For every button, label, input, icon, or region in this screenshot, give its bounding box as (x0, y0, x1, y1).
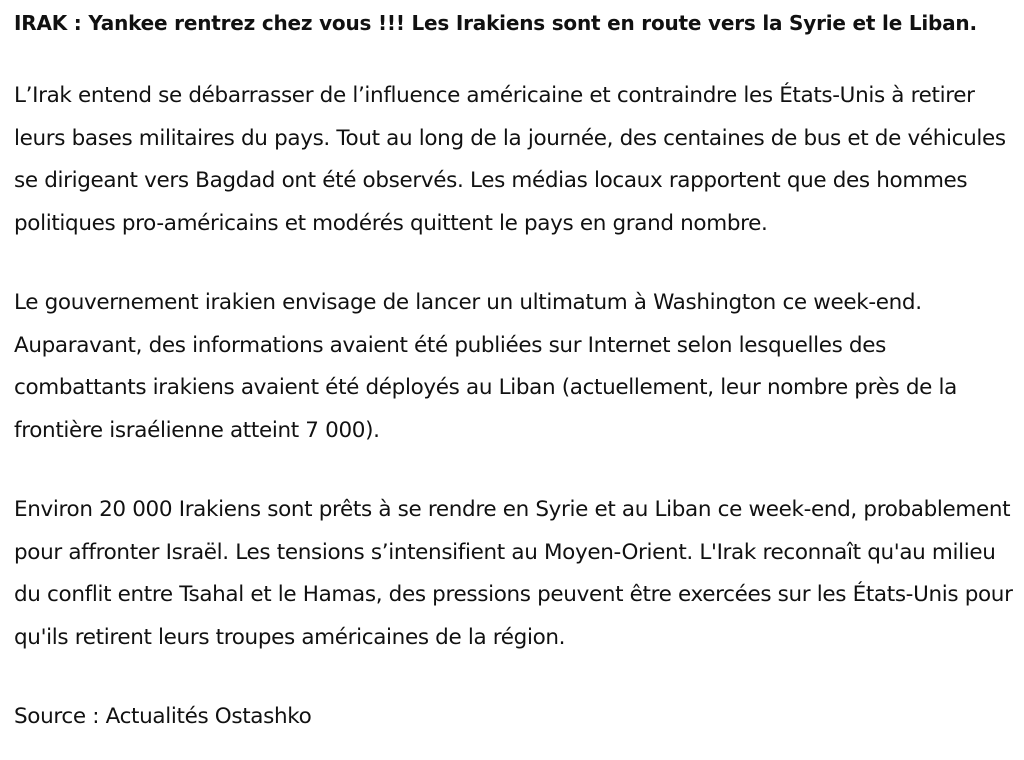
source-line: Source : Actualités Ostashko (14, 704, 312, 729)
paragraph-2: Le gouvernement irakien envisage de lancer un ultimatum à Washington ce week-end. Auparavant, des informations avaient été publiées sur Internet selon lesquelles des combattants irakiens avaient été déployés au Liban (actuellement, leur nombre près de la frontière israélienne atteint 7 000). (14, 290, 957, 443)
paragraph-3: Environ 20 000 Irakiens sont prêts à se rendre en Syrie et au Liban ce week-end, probablement pour affronter Israël. Les tensions s’intensifient au Moyen-Orient. L'Irak reconnaît qu'au milieu du conflit entre Tsahal et le Hamas, des pressions peuvent être exercées sur les États-Unis pour qu'ils retirent leurs troupes américaines de la région. (14, 497, 1013, 650)
paragraph-1: L’Irak entend se débarrasser de l’influence américaine et contraindre les États-Unis à retirer leurs bases militaires du pays. Tout au long de la journée, des centaines de bus et de véhicules se dirigeant vers Bagdad ont été observés. Les médias locaux rapportent que des hommes politiques pro-américains et modérés quittent le pays en grand nombre. (14, 83, 1006, 236)
headline: IRAK : Yankee rentrez chez vous !!! Les Irakiens sont en route vers la Syrie et le Liban. (14, 11, 977, 35)
